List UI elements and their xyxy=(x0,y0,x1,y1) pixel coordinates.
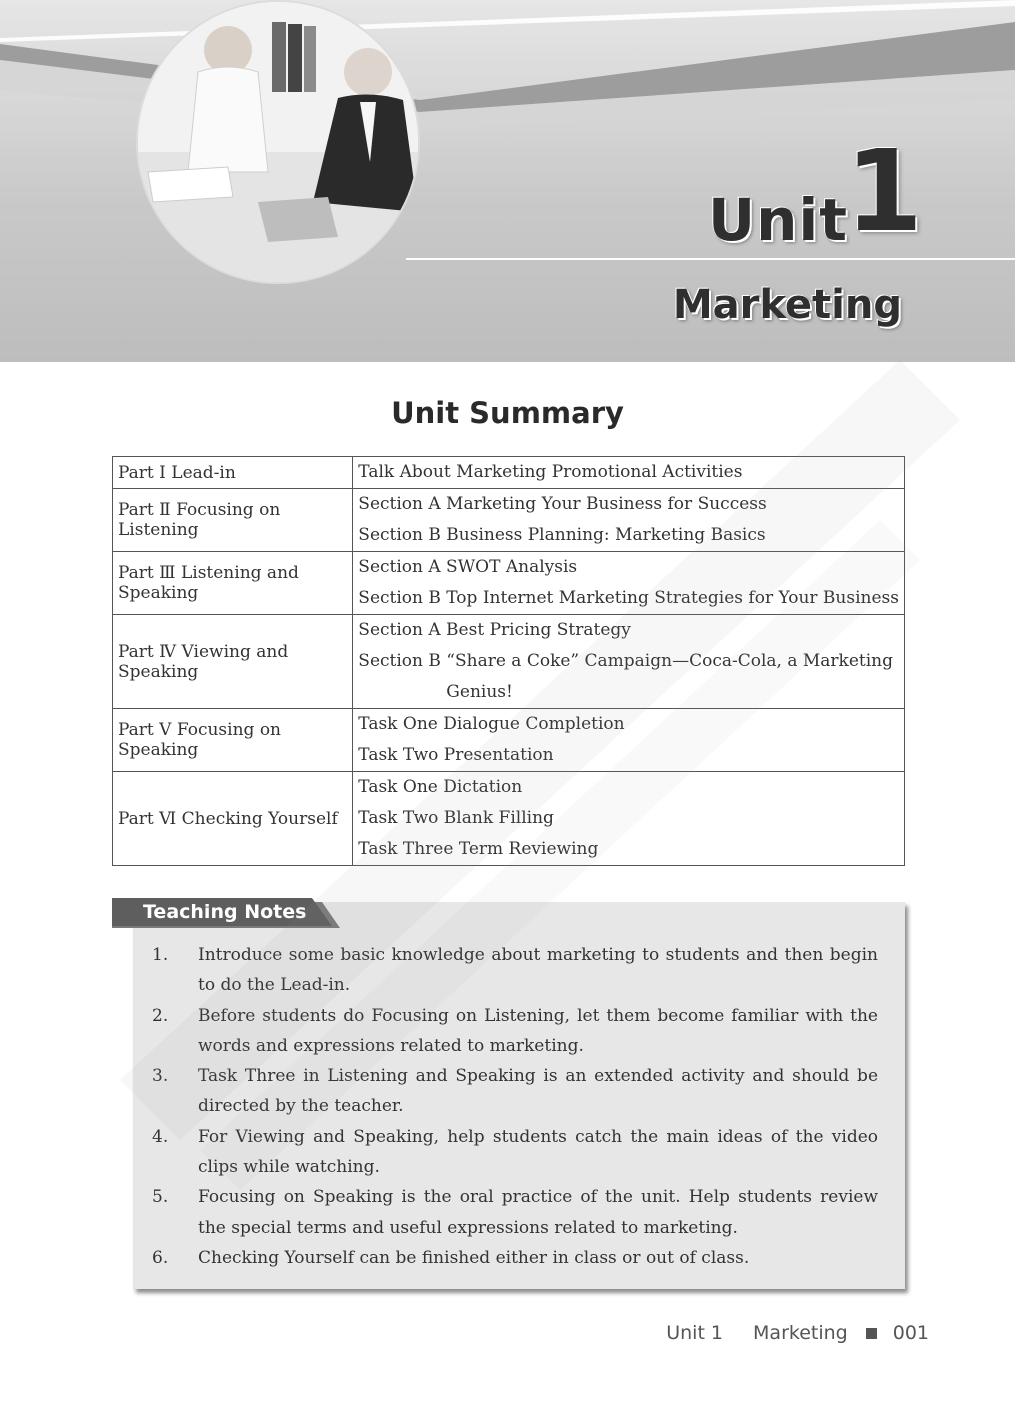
summary-section-line: Talk About Marketing Promotional Activities xyxy=(358,462,743,482)
summary-part-cell: Part Ⅱ Focusing on Listening xyxy=(113,489,353,552)
summary-row xyxy=(113,709,905,772)
note-number: 4. xyxy=(152,1126,169,1147)
note-text: Before students do Focusing on Listening, let them become familiar with the words and expressions related to marketing. xyxy=(198,1005,878,1056)
teaching-note-item xyxy=(152,1122,878,1183)
office-women-photo xyxy=(138,2,418,282)
summary-section-line: Task Two Presentation xyxy=(358,745,554,765)
summary-row xyxy=(113,552,905,615)
summary-sections-cell xyxy=(353,709,905,772)
summary-part-cell: Part Ⅵ Checking Yourself xyxy=(113,772,353,866)
teaching-notes-label: Teaching Notes xyxy=(143,901,307,923)
summary-sections-cell xyxy=(353,772,905,866)
unit-number: 1 xyxy=(845,127,923,257)
summary-sections-cell xyxy=(353,552,905,615)
teaching-note-item xyxy=(152,1182,878,1243)
summary-row xyxy=(113,457,905,489)
note-number: 3. xyxy=(152,1066,169,1087)
note-number: 5. xyxy=(152,1187,169,1208)
summary-sections-cell xyxy=(353,457,905,489)
banner-divider xyxy=(406,258,1015,260)
summary-row xyxy=(113,772,905,866)
summary-section-line: Task One Dictation xyxy=(358,777,523,797)
unit-label: Unit xyxy=(708,186,848,254)
note-text: Checking Yourself can be finished either in class or out of class. xyxy=(198,1247,750,1268)
summary-section-line: Task Three Term Reviewing xyxy=(358,839,599,859)
summary-section-line: Genius! xyxy=(446,682,513,702)
summary-part-cell: Part Ⅳ Viewing and Speaking xyxy=(113,615,353,709)
summary-section-line: Section B Top Internet Marketing Strategies for Your Business xyxy=(358,588,899,608)
unit-title: Marketing xyxy=(672,282,902,328)
header-banner xyxy=(0,0,1015,362)
summary-part-cell: Part Ⅰ Lead-in xyxy=(113,457,353,489)
summary-section-line: Task One Dialogue Completion xyxy=(358,714,625,734)
summary-section-line: Task Two Blank Filling xyxy=(358,808,554,828)
summary-sections-cell xyxy=(353,489,905,552)
teaching-note-item xyxy=(152,940,878,1001)
summary-section-line: Section B “Share a Coke” Campaign—Coca-Cola, a Marketing xyxy=(358,651,894,671)
teaching-notes-tab xyxy=(112,898,340,932)
summary-part-cell: Part Ⅲ Listening and Speaking xyxy=(113,552,353,615)
footer-square-icon xyxy=(866,1328,877,1339)
summary-section-line: Section B Business Planning: Marketing Basics xyxy=(358,525,766,545)
summary-section-line: Section A Marketing Your Business for Success xyxy=(358,494,767,514)
summary-row xyxy=(113,615,905,709)
summary-row xyxy=(113,489,905,552)
summary-section-line: Section A Best Pricing Strategy xyxy=(358,620,631,640)
note-number: 1. xyxy=(152,945,169,965)
summary-heading: Unit Summary xyxy=(391,396,624,430)
note-text: Task Three in Listening and Speaking is an extended activity and should be directed by the teacher. xyxy=(198,1066,878,1117)
summary-table xyxy=(112,456,905,866)
note-text: Focusing on Speaking is the oral practice of the unit. Help students review the special terms and useful expressions related to marketing. xyxy=(198,1187,878,1238)
summary-part-cell: Part Ⅴ Focusing on Speaking xyxy=(113,709,353,772)
teaching-note-item xyxy=(152,1001,878,1062)
note-number: 2. xyxy=(152,1005,169,1026)
footer-topic: Marketing xyxy=(753,1322,848,1344)
teaching-note-item xyxy=(152,1243,878,1273)
page-footer xyxy=(666,1322,929,1344)
note-text: Introduce some basic knowledge about marketing to students and then begin to do the Lead-in. xyxy=(198,945,878,996)
teaching-note-item xyxy=(152,1061,878,1122)
teaching-notes-list xyxy=(152,940,878,1273)
note-text: For Viewing and Speaking, help students catch the main ideas of the video clips while watching. xyxy=(198,1126,878,1178)
summary-section-line: Section A SWOT Analysis xyxy=(358,557,578,577)
summary-sections-cell xyxy=(353,615,905,709)
page-number: 001 xyxy=(892,1322,929,1344)
footer-unit: Unit 1 xyxy=(666,1322,724,1344)
note-number: 6. xyxy=(152,1247,169,1268)
